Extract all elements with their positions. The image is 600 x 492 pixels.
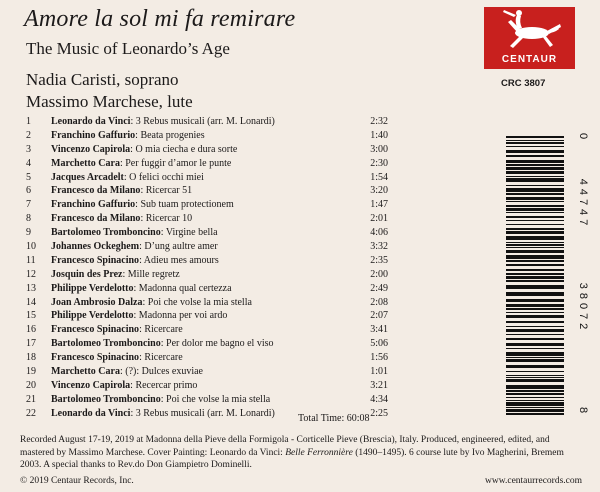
track-row bbox=[26, 184, 388, 198]
barcode-bar bbox=[506, 178, 564, 182]
barcode-bar bbox=[506, 292, 564, 296]
barcode-bar bbox=[506, 255, 564, 259]
track-text bbox=[51, 115, 275, 129]
website: www.centaurrecords.com bbox=[485, 476, 582, 486]
track-title: Recercar primo bbox=[135, 379, 198, 391]
track-title: Adieu mes amours bbox=[143, 254, 219, 266]
track-text bbox=[51, 268, 180, 282]
track-composer: Jacques Arcadelt bbox=[51, 171, 124, 183]
track-number: 15 bbox=[26, 310, 36, 322]
track-text bbox=[51, 171, 204, 185]
track-text bbox=[51, 323, 183, 337]
barcode-bar bbox=[506, 397, 564, 398]
barcode-bar bbox=[506, 273, 564, 275]
barcode-bar bbox=[506, 150, 564, 153]
barcode-bar bbox=[506, 244, 564, 246]
track-separator: : bbox=[122, 268, 128, 280]
track-composer: Leonardo da Vinci bbox=[51, 116, 131, 127]
track-duration: 2:08 bbox=[370, 296, 388, 308]
barcode-bar bbox=[506, 409, 564, 412]
track-row bbox=[26, 337, 388, 351]
barcode-bar bbox=[506, 348, 564, 349]
track-title: Poi che volse la mia stella bbox=[147, 296, 252, 308]
track-separator: : bbox=[160, 393, 167, 405]
track-text bbox=[51, 184, 192, 198]
track-separator: : bbox=[133, 310, 139, 322]
recording-notes bbox=[20, 434, 580, 472]
track-composer: Francesco Spinacino bbox=[51, 352, 140, 364]
track-composer: Vincenzo Capirola bbox=[51, 379, 131, 391]
track-number: 14 bbox=[26, 296, 36, 308]
track-row bbox=[26, 115, 388, 129]
centaur-logo bbox=[484, 7, 575, 69]
track-composer: Leonardo da Vinci bbox=[51, 407, 131, 419]
track-duration: 3:32 bbox=[370, 241, 388, 253]
barcode-bar bbox=[506, 343, 564, 346]
track-composer: Josquin des Prez bbox=[51, 268, 123, 280]
track-row bbox=[26, 198, 388, 212]
track-text bbox=[51, 198, 234, 212]
track-row bbox=[26, 143, 388, 157]
barcode-bar bbox=[506, 212, 564, 213]
track-title: Madonna qual certezza bbox=[138, 282, 232, 294]
track-number: 5 bbox=[26, 171, 31, 183]
track-separator: : bbox=[130, 143, 136, 155]
track-text bbox=[51, 379, 197, 393]
track-separator: : bbox=[130, 379, 136, 391]
barcode bbox=[478, 130, 598, 425]
track-title: 3 Rebus musicali (arr. M. Lonardi) bbox=[135, 407, 275, 419]
track-duration: 2:25 bbox=[370, 407, 388, 419]
barcode-bar bbox=[506, 171, 564, 174]
barcode-bar bbox=[506, 315, 564, 318]
track-duration: 3:00 bbox=[370, 143, 388, 155]
track-duration: 2:07 bbox=[370, 310, 388, 322]
track-separator: : bbox=[130, 116, 136, 127]
barcode-bar bbox=[506, 193, 564, 195]
barcode-bar bbox=[506, 136, 564, 138]
track-composer: Philippe Verdelotto bbox=[51, 282, 134, 294]
track-separator: : bbox=[130, 407, 136, 419]
track-row bbox=[26, 240, 388, 254]
track-separator: : bbox=[119, 366, 126, 378]
track-text bbox=[51, 212, 192, 226]
track-composer: Francesco Spinacino bbox=[51, 324, 140, 336]
track-composer: Francesco da Milano bbox=[51, 185, 141, 197]
track-title: Ricercare bbox=[144, 352, 183, 364]
track-title: Madonna per voi ardo bbox=[138, 310, 228, 322]
track-list bbox=[26, 115, 388, 421]
barcode-bar bbox=[506, 379, 564, 382]
track-number: 7 bbox=[26, 199, 31, 211]
barcode-digits: 44747 bbox=[577, 178, 589, 230]
barcode-bar bbox=[506, 407, 564, 408]
barcode-digits: 0 bbox=[577, 132, 589, 144]
barcode-bar bbox=[506, 264, 564, 266]
barcode-bar bbox=[506, 236, 564, 240]
track-number: 8 bbox=[26, 213, 31, 225]
barcode-bar bbox=[506, 224, 564, 225]
track-number: 21 bbox=[26, 393, 36, 405]
barcode-bar bbox=[506, 260, 564, 262]
track-separator: : bbox=[160, 227, 166, 239]
performer-lute: Massimo Marchese, lute bbox=[26, 92, 193, 111]
track-row bbox=[26, 282, 388, 296]
track-separator: : bbox=[135, 129, 141, 141]
barcode-bar bbox=[506, 216, 564, 218]
barcode-bar bbox=[506, 371, 564, 372]
barcode-bar bbox=[506, 164, 564, 166]
track-composer: Johannes Ockeghem bbox=[51, 241, 140, 253]
barcode-bar bbox=[506, 247, 564, 248]
track-separator: : bbox=[135, 199, 141, 211]
track-composer: Marchetto Cara bbox=[51, 157, 120, 169]
barcode-bar bbox=[506, 188, 564, 192]
album-title: Amore la sol mi fa remirare bbox=[24, 6, 296, 32]
barcode-bar bbox=[506, 250, 564, 253]
track-text bbox=[51, 240, 218, 254]
track-number: 16 bbox=[26, 324, 36, 336]
barcode-bar bbox=[506, 329, 564, 332]
track-duration: 3:20 bbox=[370, 185, 388, 197]
track-composer: Bartolomeo Tromboncino bbox=[51, 393, 161, 405]
track-title: Mille regretz bbox=[127, 268, 180, 280]
track-text bbox=[51, 254, 219, 268]
track-row bbox=[26, 129, 388, 143]
track-row bbox=[26, 268, 388, 282]
track-duration: 2:49 bbox=[370, 282, 388, 294]
track-duration: 1:01 bbox=[370, 366, 388, 378]
track-number: 10 bbox=[26, 241, 36, 253]
barcode-bar bbox=[506, 201, 564, 202]
track-composer: Marchetto Cara bbox=[51, 366, 120, 378]
track-row bbox=[26, 309, 388, 323]
track-title: D’ung aultre amer bbox=[144, 241, 218, 253]
track-number: 20 bbox=[26, 379, 36, 391]
track-separator: : bbox=[139, 352, 145, 364]
track-duration: 3:41 bbox=[370, 324, 388, 336]
track-text bbox=[51, 407, 275, 421]
track-number: 22 bbox=[26, 407, 36, 419]
track-separator: : bbox=[140, 213, 146, 225]
track-text bbox=[51, 157, 231, 171]
barcode-digits: 38072 bbox=[577, 282, 589, 334]
track-title: Beata progenies bbox=[140, 129, 205, 141]
track-duration: 3:21 bbox=[370, 379, 388, 391]
track-separator: : bbox=[139, 324, 145, 336]
track-duration: 2:35 bbox=[370, 254, 388, 266]
track-separator: : bbox=[139, 241, 145, 253]
barcode-bar bbox=[506, 334, 564, 335]
catalog-number: CRC 3807 bbox=[501, 78, 546, 89]
copyright: © 2019 Centaur Records, Inc. bbox=[20, 476, 134, 486]
track-duration: 1:40 bbox=[370, 129, 388, 141]
track-duration: 1:47 bbox=[370, 199, 388, 211]
barcode-bar bbox=[506, 326, 564, 327]
track-title: O mia ciecha e dura sorte bbox=[135, 143, 238, 155]
track-number: 17 bbox=[26, 338, 36, 350]
track-row bbox=[26, 351, 388, 365]
barcode-bar bbox=[506, 299, 564, 302]
barcode-bar bbox=[506, 308, 564, 310]
barcode-bar bbox=[506, 321, 564, 323]
track-composer: Joan Ambrosio Dalza bbox=[51, 296, 143, 308]
barcode-bar bbox=[506, 280, 564, 282]
barcode-bar bbox=[506, 242, 564, 243]
track-separator: : bbox=[142, 296, 148, 308]
track-composer: Philippe Verdelotto bbox=[51, 310, 134, 322]
total-time: Total Time: 60:08 bbox=[298, 413, 370, 424]
track-separator: : bbox=[140, 185, 146, 197]
track-row bbox=[26, 365, 388, 379]
barcode-bar bbox=[506, 140, 564, 141]
barcode-bar bbox=[506, 365, 564, 368]
track-number: 19 bbox=[26, 366, 36, 378]
track-composer: Bartolomeo Tromboncino bbox=[51, 338, 161, 350]
track-duration: 4:06 bbox=[370, 227, 388, 239]
track-composer: Bartolomeo Tromboncino bbox=[51, 227, 161, 239]
track-title: Virgine bella bbox=[165, 227, 218, 239]
barcode-bar bbox=[506, 312, 564, 313]
barcode-bar bbox=[506, 413, 564, 415]
barcode-bar bbox=[506, 142, 564, 144]
barcode-bar bbox=[506, 231, 564, 234]
barcode-bar bbox=[506, 146, 564, 147]
track-separator: : bbox=[133, 282, 139, 294]
track-row bbox=[26, 393, 388, 407]
track-row bbox=[26, 171, 388, 185]
track-number: 12 bbox=[26, 268, 36, 280]
barcode-bar bbox=[506, 205, 564, 207]
centaur-figure-icon bbox=[484, 7, 575, 55]
track-number: 18 bbox=[26, 352, 36, 364]
barcode-bar bbox=[506, 176, 564, 177]
track-text bbox=[51, 296, 252, 310]
track-text bbox=[51, 393, 270, 407]
track-title: Sub tuam protectionem bbox=[140, 199, 234, 211]
track-number: 11 bbox=[26, 254, 36, 266]
track-title: Per fuggir d’amor le punte bbox=[125, 157, 232, 169]
barcode-bar bbox=[506, 402, 564, 406]
barcode-bar bbox=[506, 357, 564, 358]
track-composer: Franchino Gaffurio bbox=[51, 199, 136, 211]
barcode-bar bbox=[506, 304, 564, 307]
barcode-bar bbox=[506, 400, 564, 401]
track-duration: 2:32 bbox=[370, 116, 388, 127]
track-duration: 2:00 bbox=[370, 268, 388, 280]
barcode-bar bbox=[506, 352, 564, 356]
barcode-bar bbox=[506, 338, 564, 340]
track-number: 3 bbox=[26, 143, 31, 155]
track-duration: 1:54 bbox=[370, 171, 388, 183]
track-duration: 2:30 bbox=[370, 157, 388, 169]
barcode-bar bbox=[506, 160, 564, 163]
barcode-bar bbox=[506, 375, 564, 376]
track-separator: : bbox=[123, 171, 130, 183]
track-text bbox=[51, 129, 205, 143]
barcode-bar bbox=[506, 393, 564, 395]
track-text bbox=[51, 226, 218, 240]
track-row bbox=[26, 323, 388, 337]
track-composer: Vincenzo Capirola bbox=[51, 143, 131, 155]
barcode-bar bbox=[506, 197, 564, 200]
track-row bbox=[26, 379, 388, 393]
track-number: 2 bbox=[26, 129, 31, 141]
track-row bbox=[26, 157, 388, 171]
track-separator: : bbox=[139, 254, 144, 266]
barcode-bar bbox=[506, 155, 564, 157]
track-title: Per dolor me bagno el viso bbox=[166, 338, 274, 350]
track-text bbox=[51, 337, 274, 351]
track-duration: 4:34 bbox=[370, 393, 388, 405]
barcode-bar bbox=[506, 390, 564, 392]
track-title: (?): Dulces exuviae bbox=[125, 366, 203, 378]
track-title: Ricercar 51 bbox=[145, 185, 193, 197]
barcode-bar bbox=[506, 385, 564, 389]
track-separator: : bbox=[160, 338, 167, 350]
barcode-bar bbox=[506, 377, 564, 378]
track-text bbox=[51, 365, 203, 379]
track-number: 1 bbox=[26, 116, 31, 127]
track-composer: Francesco da Milano bbox=[51, 213, 141, 225]
track-number: 6 bbox=[26, 185, 31, 197]
barcode-bar bbox=[506, 208, 564, 211]
barcode-bar bbox=[506, 228, 564, 230]
barcode-bar bbox=[506, 359, 564, 362]
track-number: 4 bbox=[26, 157, 31, 169]
barcode-bar bbox=[506, 276, 564, 279]
track-composer: Franchino Gaffurio bbox=[51, 129, 136, 141]
track-row bbox=[26, 212, 388, 226]
track-number: 13 bbox=[26, 282, 36, 294]
track-title: O felici occhi miei bbox=[129, 171, 204, 183]
track-number: 9 bbox=[26, 227, 31, 239]
track-duration: 2:01 bbox=[370, 213, 388, 225]
barcode-bar bbox=[506, 285, 564, 289]
track-title: 3 Rebus musicali (arr. M. Lonardi) bbox=[135, 116, 275, 127]
track-separator: : bbox=[119, 157, 126, 169]
track-duration: 1:56 bbox=[370, 352, 388, 364]
track-title: Ricercar 10 bbox=[145, 213, 193, 225]
barcode-digits: 8 bbox=[577, 406, 589, 418]
track-text bbox=[51, 351, 183, 365]
track-duration: 5:06 bbox=[370, 338, 388, 350]
barcode-bar bbox=[506, 269, 564, 271]
performer-soprano: Nadia Caristi, soprano bbox=[26, 70, 179, 89]
track-composer: Francesco Spinacino bbox=[51, 254, 140, 266]
notes-text-2: (1490–1495). 6 course lute by Ivo Magherini, Bremem 2003. A special thanks to Rev.do Don Giampietro Dominelli. bbox=[20, 447, 564, 470]
track-row bbox=[26, 254, 388, 268]
barcode-bar bbox=[506, 220, 564, 221]
label-name: CENTAUR bbox=[501, 54, 558, 65]
painting-title: Belle Ferronnière bbox=[285, 447, 353, 458]
track-text bbox=[51, 309, 227, 323]
barcode-bar bbox=[506, 185, 564, 186]
track-text bbox=[51, 143, 237, 157]
track-row bbox=[26, 226, 388, 240]
track-text bbox=[51, 282, 232, 296]
track-title: Poi che volse la mia stella bbox=[166, 393, 271, 405]
barcode-bar bbox=[506, 167, 564, 170]
notes-text: Recorded August 17-19, 2019 at Madonna della Pieve della Formigola - Corticelle Pieve (Brescia), Italy. Produced, engineered, edited, and mastered by Massimo Marchese. Cover Painting: Leonardo da Vinci: bbox=[20, 435, 550, 458]
track-title: Ricercare bbox=[144, 324, 183, 336]
track-row bbox=[26, 296, 388, 310]
album-subtitle: The Music of Leonardo’s Age bbox=[26, 39, 230, 58]
